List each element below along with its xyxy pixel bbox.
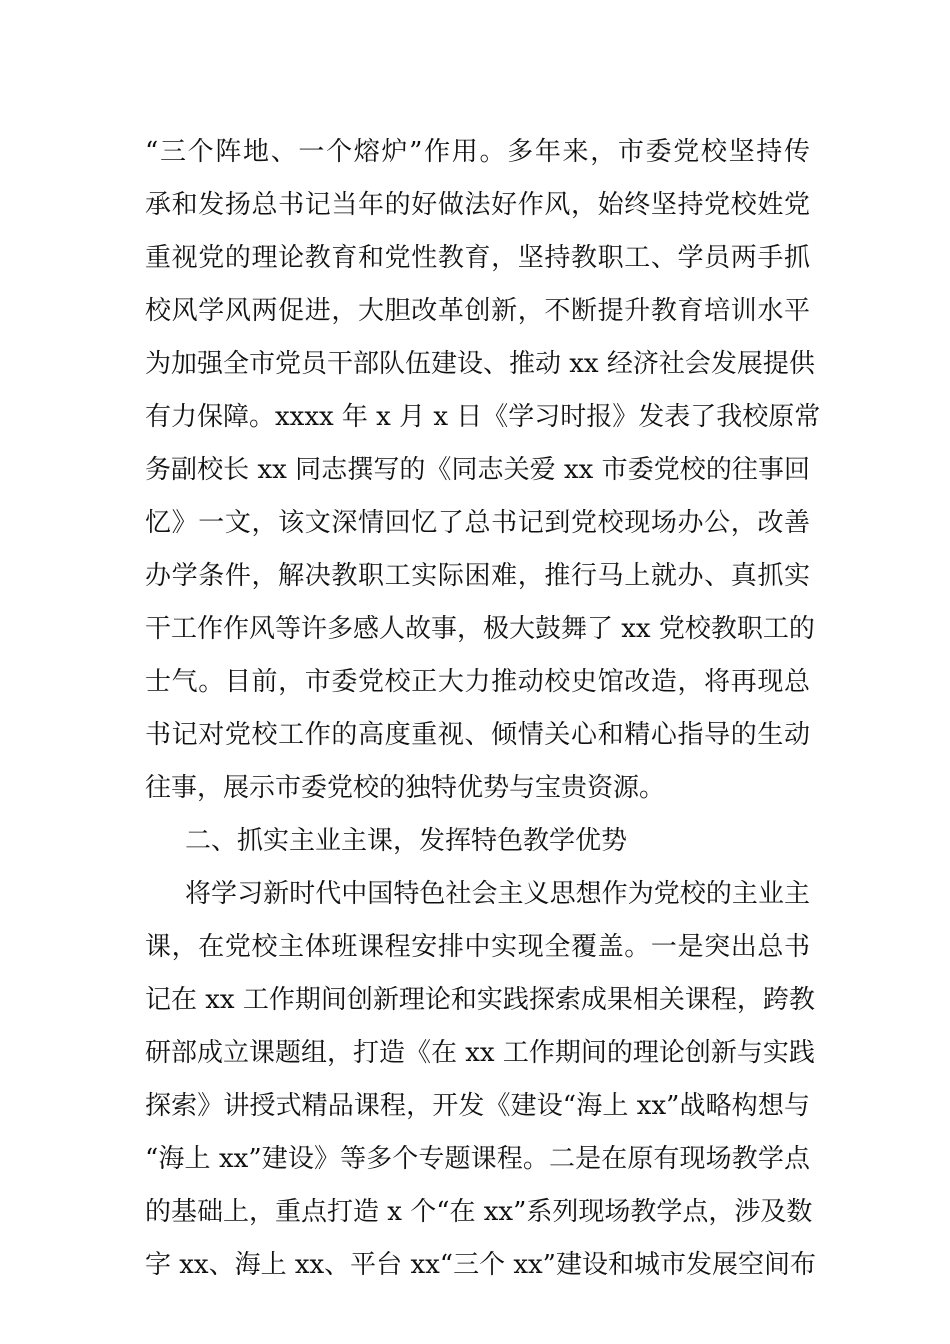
paragraph-first-line: 将学习新时代中国特色社会主义思想作为党校的主业主 — [185, 879, 810, 909]
text-line: 书记对党校工作的高度重视、倾情关心和精心指导的生动 — [145, 720, 810, 750]
text-line: 办学条件，解决教职工实际困难，推行马上就办、真抓实 — [145, 561, 810, 591]
text-line: 课，在党校主体班课程安排中实现全覆盖。一是突出总书 — [145, 932, 810, 962]
text-line: “海上 xx”建设》等多个专题课程。二是在原有现场教学点 — [145, 1144, 810, 1174]
text-line: 研部成立课题组，打造《在 xx 工作期间的理论创新与实践 — [145, 1038, 815, 1068]
text-line: “三个阵地、一个熔炉”作用。多年来，市委党校坚持传 — [145, 137, 810, 167]
text-line: 忆》一文，该文深情回忆了总书记到党校现场办公，改善 — [145, 508, 810, 538]
text-line: 记在 xx 工作期间创新理论和实践探索成果相关课程，跨教 — [145, 985, 815, 1015]
text-line: 字 xx、海上 xx、平台 xx“三个 xx”建设和城市发展空间布 — [145, 1250, 816, 1280]
text-line: 的基础上，重点打造 x 个“在 xx”系列现场教学点，涉及数 — [145, 1197, 813, 1227]
text-line: 务副校长 xx 同志撰写的《同志关爱 xx 市委党校的往事回 — [145, 455, 810, 485]
text-line: 为加强全市党员干部队伍建设、推动 xx 经济社会发展提供 — [145, 349, 815, 379]
text-line: 探索》讲授式精品课程，开发《建设“海上 xx”战略构想与 — [145, 1091, 810, 1121]
text-line: 有力保障。xxxx 年 x 月 x 日《学习时报》发表了我校原常 — [145, 402, 821, 432]
section-heading: 二、抓实主业主课，发挥特色教学优势 — [185, 826, 628, 856]
text-line: 重视党的理论教育和党性教育，坚持教职工、学员两手抓 — [145, 243, 810, 273]
text-line: 干工作作风等许多感人故事，极大鼓舞了 xx 党校教职工的 — [145, 614, 815, 644]
text-line: 校风学风两促进，大胆改革创新，不断提升教育培训水平 — [145, 296, 810, 326]
text-line: 士气。目前，市委党校正大力推动校史馆改造，将再现总 — [145, 667, 810, 697]
paragraph-last-line: 往事，展示市委党校的独特优势与宝贵资源。 — [145, 773, 666, 803]
text-line: 承和发扬总书记当年的好做法好作风，始终坚持党校姓党 — [145, 190, 810, 220]
